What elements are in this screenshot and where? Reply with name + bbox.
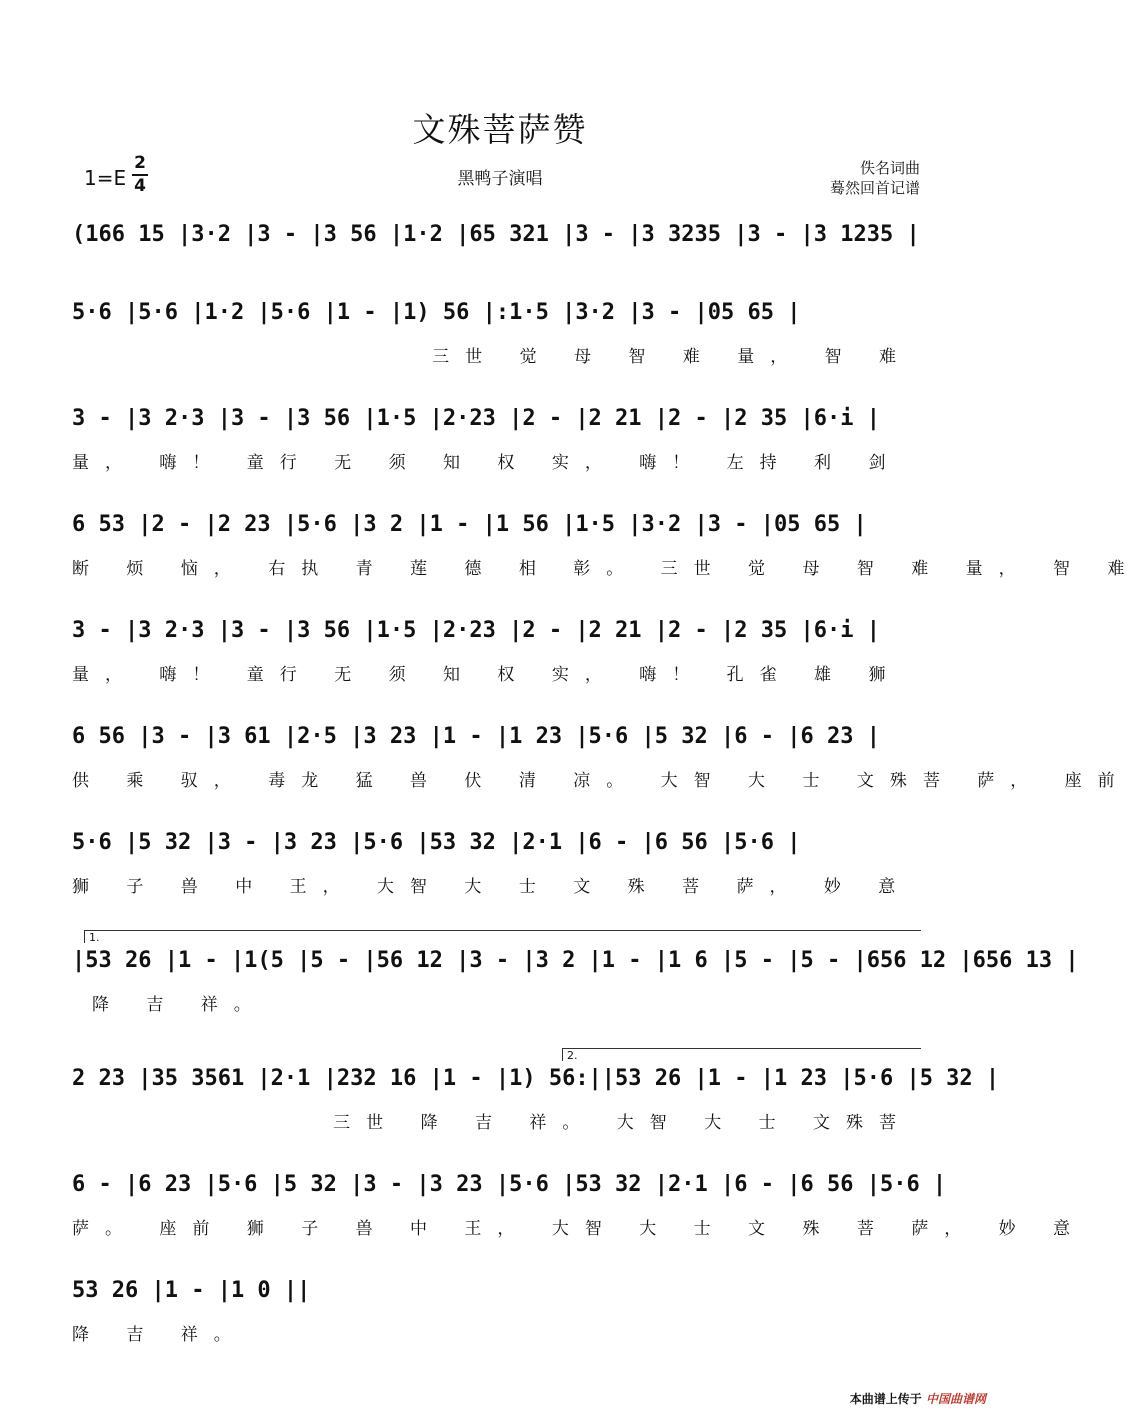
footer [850, 1390, 986, 1407]
song-title: 文殊菩萨赞 [412, 110, 588, 149]
music-row-7: 5·6 |5 32 |3 - |3 23 |5·6 |53 32 |2·1 |6 - |6 56 |5·6 | [72, 830, 801, 855]
lyric-row-2: 三世 觉 母 智 难 量， 智 难 [432, 347, 912, 367]
music-row-4: 6 53 |2 - |2 23 |5·6 |3 2 |1 - |1 56 |1·5 |3·2 |3 - |05 65 | [72, 512, 867, 537]
first-ending-bracket [84, 930, 921, 943]
lyric-row-11: 降 吉 祥。 [72, 1325, 247, 1345]
lyric-row-6: 供 乘 驭， 毒龙 猛 兽 伏 清 凉。 大智 大 士 文殊菩 萨， 座前 [72, 771, 1131, 791]
lyric-row-7: 狮 子 兽 中 王， 大智 大 士 文 殊 菩 萨， 妙 意 [72, 877, 912, 897]
time-numerator: 2 [134, 153, 146, 173]
lyric-row-8: 降 吉 祥。 [92, 995, 267, 1015]
credits [830, 158, 920, 198]
music-row-1: (166 15 |3·2 |3 - |3 56 |1·2 |65 321 |3 - |3 3235 |3 - |3 1235 | [72, 222, 920, 247]
music-row-2: 5·6 |5·6 |1·2 |5·6 |1 - |1) 56 |:1·5 |3·2 |3 - |05 65 | [72, 300, 801, 325]
music-row-11: 53 26 |1 - |1 0 || [72, 1278, 311, 1303]
lyric-row-4: 断 烦 恼， 右执 青 莲 德 相 彰。 三世 觉 母 智 难 量， 智 难 [72, 559, 1140, 579]
footer-text: 本曲谱上传于 [849, 1392, 922, 1406]
lyric-row-3: 量， 嗨！ 童行 无 须 知 权 实， 嗨！ 左持 利 剑 [72, 453, 902, 473]
lyric-row-10: 萨。 座前 狮 子 兽 中 王， 大智 大 士 文 殊 菩 萨， 妙 意 [72, 1219, 1087, 1239]
music-row-8: |53 26 |1 - |1(5 |5 - |56 12 |3 - |3 2 |1 - |1 6 |5 - |5 - |656 12 |656 13 | [72, 948, 1079, 973]
first-ending-label: 1. [89, 931, 100, 944]
music-row-9: 2 23 |35 3561 |2·1 |232 16 |1 - |1) 56:||53 26 |1 - |1 23 |5·6 |5 32 | [72, 1066, 1000, 1091]
lyric-row-9: 三世 降 吉 祥。 大智 大 士 文殊菩 [333, 1113, 912, 1133]
second-ending-bracket [562, 1048, 921, 1061]
second-ending-label: 2. [567, 1049, 578, 1062]
site-logo[interactable]: 中国曲谱网 [925, 1392, 986, 1406]
transcriber-credit: 蓦然回首记谱 [829, 179, 920, 197]
key-signature: 1=E [84, 166, 127, 190]
music-row-6: 6 56 |3 - |3 61 |2·5 |3 23 |1 - |1 23 |5·6 |5 32 |6 - |6 23 | [72, 724, 880, 749]
lyric-row-5: 量， 嗨！ 童行 无 须 知 权 实， 嗨！ 孔雀 雄 狮 [72, 665, 902, 685]
time-denominator: 4 [134, 176, 146, 196]
lyricist-credit: 佚名词曲 [859, 159, 920, 177]
singer-credit: 黑鸭子演唱 [457, 169, 543, 189]
music-row-5: 3 - |3 2·3 |3 - |3 56 |1·5 |2·23 |2 - |2 21 |2 - |2 35 |6·i | [72, 618, 880, 643]
music-row-3: 3 - |3 2·3 |3 - |3 56 |1·5 |2·23 |2 - |2 21 |2 - |2 35 |6·i | [72, 406, 880, 431]
music-row-10: 6 - |6 23 |5·6 |5 32 |3 - |3 23 |5·6 |53 32 |2·1 |6 - |6 56 |5·6 | [72, 1172, 947, 1197]
